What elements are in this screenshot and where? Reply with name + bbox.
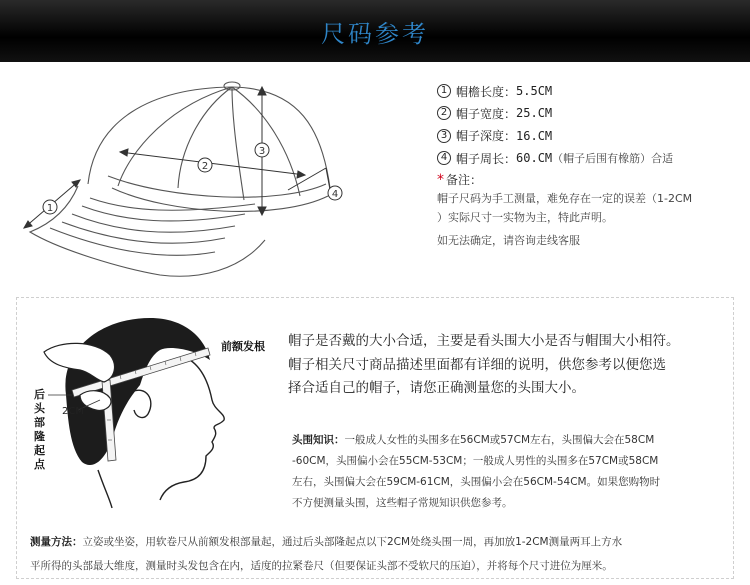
intro-line: 帽子相关尺寸商品描述里面都有详细的说明，供您参考以便您选 [288,356,666,373]
intro-text [288,330,728,401]
ear [132,390,151,417]
spec-extra: （帽子后围有橡筋）合适 [552,152,674,166]
spec-list [437,80,747,169]
intro-line: 择合适自己的帽子，请您正确测量您的头围大小。 [288,380,585,396]
spec-value: 16.CM [516,128,553,143]
note-heading: 备注： [446,173,483,187]
size-reference-banner [0,0,750,62]
spec-number: 4 [437,151,451,165]
marker-3: 3 [258,146,266,157]
spec-value: 5.5CM [516,84,553,99]
knowledge-line: 左右，头围偏大会在59CM-61CM，头围偏小会在56CM-54CM。如果您购物时 [292,476,661,488]
intro-line: 帽子是否戴的大小合适，主要是看头围大小是否与帽围大小相符。 [288,333,680,349]
cap-diagram [0,62,420,287]
method-line: 立姿或坐姿，用软卷尺从前额发根部量起，通过后头部隆起点以下2CM处绕头围一周，再加放1-2CM测量两耳上方水 [82,536,623,548]
marker-2: 2 [201,161,209,172]
marker-1: 1 [46,203,54,214]
spec-number: 1 [437,84,451,98]
spec-number: 2 [437,106,451,120]
spec-cap-circumference [437,147,747,169]
spec-brim-length [437,80,747,102]
note-line: 如无法确定，请咨询走线客服 [437,234,580,247]
knowledge-title: 头围知识： [292,434,345,446]
method-line: 平所得的头部最大维度，测量时头发包含在内，适度的拉紧卷尺（但要保证头部不受软尺的压迫），并将每个尺寸进位为厘米。 [30,560,613,572]
spec-number: 3 [437,129,451,143]
forehead-label: 前额发根 [221,340,265,353]
spec-cap-width [437,102,747,124]
spec-value: 60.CM [516,151,553,166]
two-cm-label: 2CM [62,406,84,417]
note-line: 帽子尺码为手工测量，难免存在一定的误差（1-2CM [437,192,693,205]
note-line: ）实际尺寸一实物为主，特此声明。 [437,211,613,224]
spec-label: 帽子宽度： [456,106,517,121]
measurement-method [30,530,735,578]
cap-markers [43,143,342,214]
spec-label: 帽子深度： [456,129,517,144]
method-title: 测量方法： [30,536,83,548]
back-head-label: 后头部隆起点 [34,388,45,471]
marker-4: 4 [331,189,339,200]
spec-label: 帽子周长： [456,151,517,166]
asterisk-icon: * [437,171,444,188]
knowledge-line: -60CM，头围偏小会在55CM-53CM；一般成人男性的头围多在57CM或58CM [292,455,659,467]
head-diagram [30,300,275,510]
spec-label: 帽檐长度： [456,84,517,99]
knowledge-line: 不方便测量头围，这些帽子常规知识供您参考。 [292,497,513,509]
spec-cap-depth [437,125,747,147]
note-block [437,171,747,250]
face-profile [160,360,224,500]
spec-value: 25.CM [516,106,553,121]
knowledge-line: 一般成人女性的头围多在56CM或57CM左右，头围偏大会在58CM [344,434,655,446]
head-size-knowledge [292,430,732,514]
page-title: 尺码参考 [321,19,429,48]
